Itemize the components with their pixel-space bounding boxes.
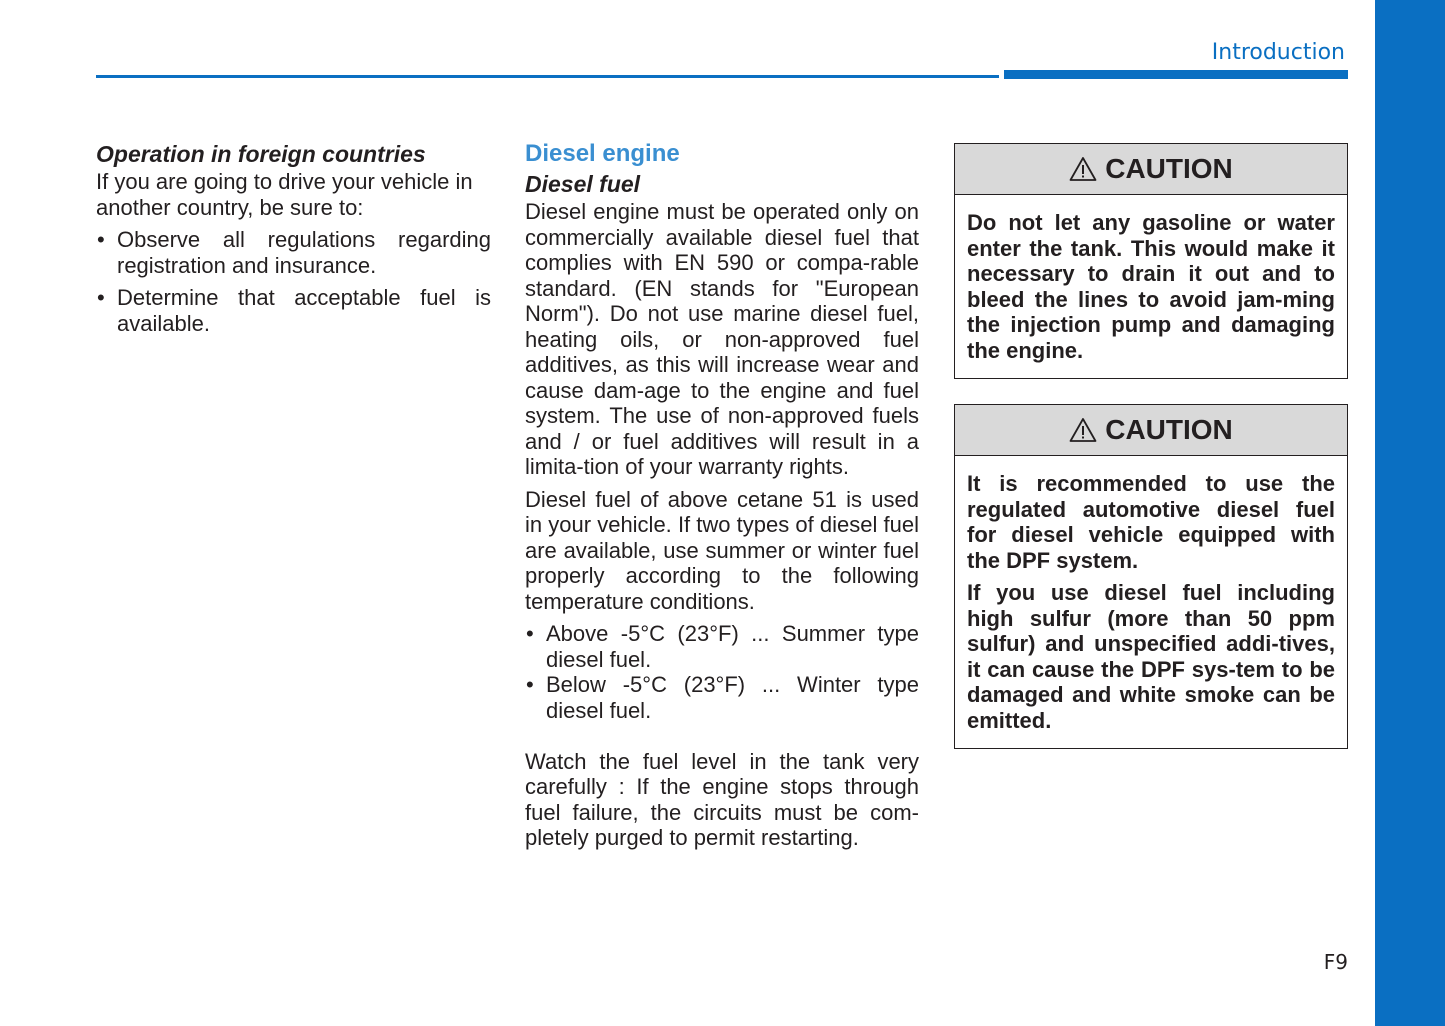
intro-paragraph: If you are going to drive your vehicle in another country, be sure to:	[96, 169, 473, 220]
list-item: • Above -5°C (23°F) ... Summer type diesel fuel.	[525, 621, 919, 672]
section-title: Introduction	[1211, 40, 1345, 65]
subhead-diesel-fuel: Diesel fuel	[525, 171, 641, 197]
column-cautions	[954, 143, 1348, 774]
caution-text: If you use diesel fuel including high sulfur (more than 50 ppm sulfur) and unspecified addi-tives, it can cause the DPF sys-tem to be damaged and white smoke can be emitted.	[967, 580, 1335, 733]
diesel-paragraph-2: Diesel fuel of above cetane 51 is used in your vehicle. If two types of diesel fuel are available, use summer or winter fuel properly according to the following temperature conditions.	[525, 486, 919, 614]
temperature-list	[525, 621, 919, 723]
caution-title: CAUTION	[1105, 414, 1233, 445]
caution-text: Do not let any gasoline or water enter the tank. This would make it necessary to drain it out and to bleed the lines to avoid jam-ming the injection pump and damaging the engine.	[967, 210, 1335, 363]
list-item: • Below -5°C (23°F) ... Winter type diesel fuel.	[525, 672, 919, 723]
warning-triangle-icon	[1069, 156, 1097, 182]
caution-box-fuel-contamination	[954, 143, 1348, 379]
caution-body	[955, 195, 1347, 378]
caution-text: It is recommended to use the regulated automotive diesel fuel for diesel vehicle equipped with the DPF system.	[967, 471, 1335, 573]
diesel-paragraph-1: Diesel engine must be operated only on commercially available diesel fuel that complies with EN 590 or compa-rable standard. (EN stands for "European Norm"). Do not use marine diesel fuel, heating oils, or non-approved fuel additives, as this will increase wear and cause dam-age to the engine and fuel system. The use of non-approved fuels and / or fuel additives will result in a limita-tion of your warranty rights.	[525, 199, 919, 479]
caution-header	[955, 144, 1347, 195]
caution-header	[955, 405, 1347, 456]
list-item: • Observe all regulations regarding registration and insurance.	[96, 227, 491, 278]
list-item: • Determine that acceptable fuel is available.	[96, 285, 491, 336]
header-rule-accent	[1004, 70, 1348, 79]
chapter-side-tab	[1375, 0, 1445, 1026]
warning-triangle-icon	[1069, 417, 1097, 443]
heading-diesel-engine: Diesel engine	[525, 140, 680, 167]
diesel-paragraph-3: Watch the fuel level in the tank very carefully : If the engine stops through fuel failure, the circuits must be com-pletely purged to permit restarting.	[525, 748, 919, 850]
subhead-foreign-countries: Operation in foreign countries	[96, 141, 426, 167]
caution-box-dpf	[954, 404, 1348, 749]
column-foreign-countries	[96, 139, 491, 343]
caution-title: CAUTION	[1105, 153, 1233, 184]
header-rule	[96, 75, 999, 78]
column-diesel-engine	[525, 139, 919, 851]
foreign-checklist	[96, 227, 491, 336]
caution-body	[955, 456, 1347, 748]
page-number: F9	[1323, 950, 1348, 974]
